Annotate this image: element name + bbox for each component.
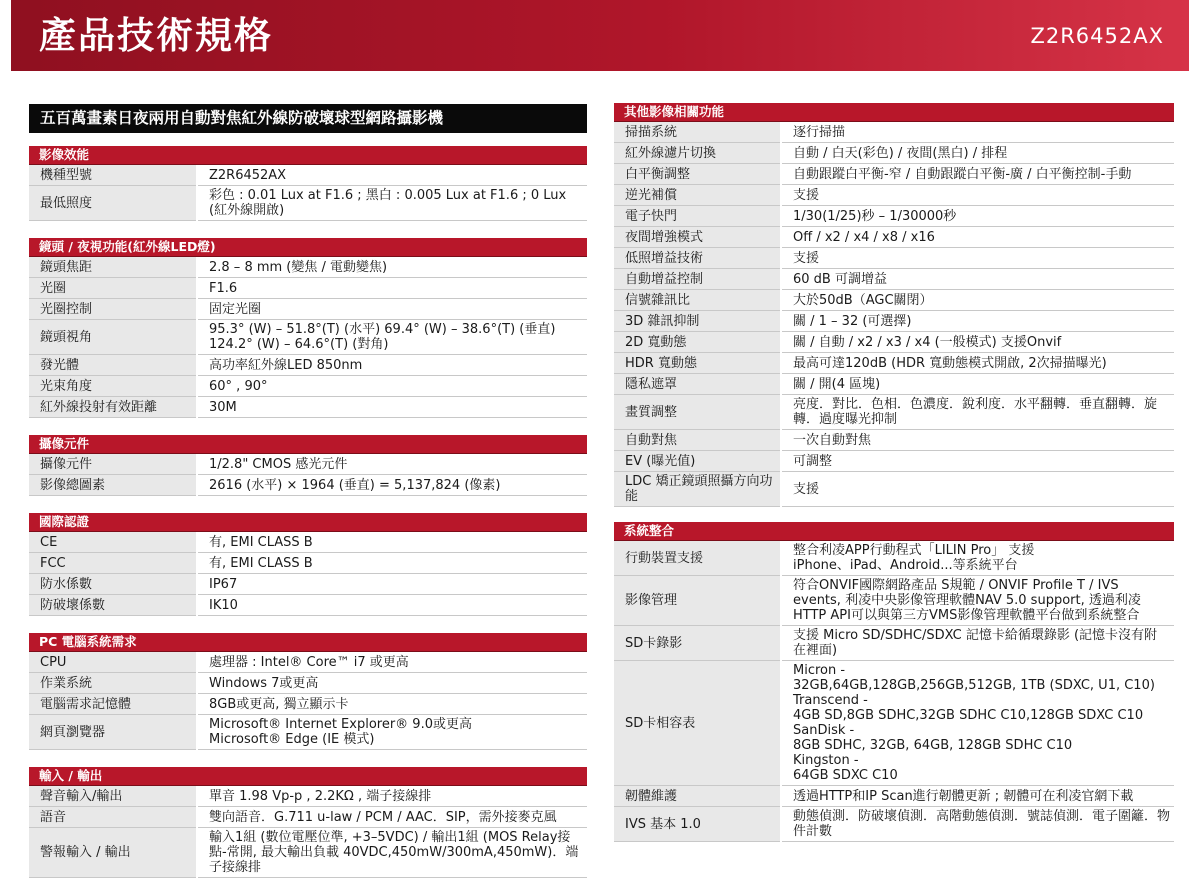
spec-table [29, 257, 587, 418]
spec-label: 隱私遮罩 [614, 374, 781, 395]
spec-value: 彩色 : 0.01 Lux at F1.6 ; 黑白 : 0.005 Lux at F1.6 ; 0 Lux (紅外線開啟) [197, 186, 587, 221]
spec-label: 紅外線投射有效距離 [29, 397, 197, 418]
spec-label: 防破壞係數 [29, 595, 197, 616]
product-name: 五百萬畫素日夜兩用自動對焦紅外線防破壞球型網路攝影機 [29, 104, 587, 133]
spec-label: 防水係數 [29, 574, 197, 595]
spec-value: 單音 1.98 Vp-p , 2.2KΩ , 端子接線排 [197, 786, 587, 807]
section-header: 系統整合 [614, 522, 1174, 541]
spec-section [29, 238, 587, 418]
spec-value: 60° , 90° [197, 376, 587, 397]
spec-value: 2616 (水平) × 1964 (垂直) = 5,137,824 (像素) [197, 475, 587, 496]
spec-value: 可調整 [781, 451, 1174, 472]
spec-value: 整合利凌APP行動程式「LILIN Pro」 支援 iPhone、iPad、Android...等系統平台 [781, 541, 1174, 576]
spec-value: F1.6 [197, 278, 587, 299]
spec-row [29, 595, 587, 616]
spec-label: 韌體維護 [614, 786, 781, 807]
spec-label: CPU [29, 652, 197, 673]
spec-row [614, 269, 1174, 290]
spec-row [29, 320, 587, 355]
spec-label: SD卡相容表 [614, 661, 781, 786]
spec-label: 網頁瀏覽器 [29, 715, 197, 750]
spec-value: Z2R6452AX [197, 165, 587, 186]
spec-row [29, 355, 587, 376]
section-header: 國際認證 [29, 513, 587, 532]
spec-row [29, 652, 587, 673]
spec-section [29, 146, 587, 221]
spec-row [614, 451, 1174, 472]
spec-row [614, 374, 1174, 395]
spec-value: 1/30(1/25)秒 – 1/30000秒 [781, 206, 1174, 227]
spec-row [614, 227, 1174, 248]
spec-value: 最高可達120dB (HDR 寬動態模式開啟, 2次掃描曝光) [781, 353, 1174, 374]
spec-row [614, 332, 1174, 353]
spec-label: 畫質調整 [614, 395, 781, 430]
spec-table [29, 652, 587, 750]
spec-value: 自動跟蹤白平衡-窄 / 自動跟蹤白平衡-廣 / 白平衡控制-手動 [781, 164, 1174, 185]
spec-value: 60 dB 可調增益 [781, 269, 1174, 290]
spec-value: 一次自動對焦 [781, 430, 1174, 451]
spec-value: 8GB或更高, 獨立顯示卡 [197, 694, 587, 715]
spec-row [29, 694, 587, 715]
spec-section [29, 767, 587, 878]
spec-row [614, 311, 1174, 332]
spec-value: 透過HTTP和IP Scan進行韌體更新 ; 韌體可在利凌官網下載 [781, 786, 1174, 807]
spec-label: 逆光補償 [614, 185, 781, 206]
spec-value: 輸入1組 (數位電壓位準, +3–5VDC) / 輸出1組 (MOS Relay接點-常開, 最大輸出負載 40VDC,450mW/300mA,450mW)．端子接線排 [197, 828, 587, 878]
spec-value: 高功率紅外線LED 850nm [197, 355, 587, 376]
spec-label: HDR 寬動態 [614, 353, 781, 374]
spec-value: Off / x2 / x4 / x8 / x16 [781, 227, 1174, 248]
section-header: 輸入 / 輸出 [29, 767, 587, 786]
spec-row [614, 472, 1174, 507]
spec-table [29, 454, 587, 496]
spec-row [614, 395, 1174, 430]
spec-label: 信號雜訊比 [614, 290, 781, 311]
spec-label: 自動增益控制 [614, 269, 781, 290]
spec-label: 影像總圖素 [29, 475, 197, 496]
spec-label: SD卡錄影 [614, 626, 781, 661]
spec-label: 作業系統 [29, 673, 197, 694]
spec-row [614, 786, 1174, 807]
spec-row [29, 397, 587, 418]
spec-value: IP67 [197, 574, 587, 595]
spec-value: IK10 [197, 595, 587, 616]
spec-table [614, 122, 1174, 507]
spec-row [614, 164, 1174, 185]
spec-section [614, 103, 1174, 507]
spec-label: 電腦需求記憶體 [29, 694, 197, 715]
spec-table [29, 786, 587, 878]
spec-row [29, 828, 587, 878]
spec-label: 光圈控制 [29, 299, 197, 320]
spec-label: 電子快門 [614, 206, 781, 227]
spec-row [614, 353, 1174, 374]
spec-section [29, 435, 587, 496]
spec-label: EV (曝光值) [614, 451, 781, 472]
spec-value: 動態偵測．防破壞偵測．高階動態偵測．號誌偵測．電子圍籬．物件計數 [781, 807, 1174, 842]
spec-label: 最低照度 [29, 186, 197, 221]
spec-label: IVS 基本 1.0 [614, 807, 781, 842]
spec-row [614, 290, 1174, 311]
spec-row [29, 715, 587, 750]
spec-value: 自動 / 白天(彩色) / 夜間(黑白) / 排程 [781, 143, 1174, 164]
spec-value: 逐行掃描 [781, 122, 1174, 143]
spec-label: 光束角度 [29, 376, 197, 397]
spec-section [29, 513, 587, 616]
section-header: 鏡頭 / 夜視功能(紅外線LED燈) [29, 238, 587, 257]
section-header: 攝像元件 [29, 435, 587, 454]
spec-value: Microsoft® Internet Explorer® 9.0或更高 Microsoft® Edge (IE 模式) [197, 715, 587, 750]
spec-value: Micron - 32GB,64GB,128GB,256GB,512GB, 1TB (SDXC, U1, C10) Transcend - 4GB SD,8GB SDHC,32GB SDHC C10,128GB SDXC C10 SanDisk - 8GB SDHC, 32GB, 64GB, 128GB SDHC C10 Kingston - 64GB SDXC C10 [781, 661, 1174, 786]
spec-label: 2D 寬動態 [614, 332, 781, 353]
spec-label: 發光體 [29, 355, 197, 376]
spec-value: 支援 Micro SD/SDHC/SDXC 記憶卡給循環錄影 (記憶卡沒有附在裡面) [781, 626, 1174, 661]
spec-value: 關 / 開(4 區塊) [781, 374, 1174, 395]
right-spec-column [614, 103, 1174, 859]
spec-label: 光圈 [29, 278, 197, 299]
spec-row [614, 430, 1174, 451]
spec-label: 語音 [29, 807, 197, 828]
spec-value: 有, EMI CLASS B [197, 553, 587, 574]
spec-value: 2.8 – 8 mm (變焦 / 電動變焦) [197, 257, 587, 278]
section-header: PC 電腦系統需求 [29, 633, 587, 652]
spec-label: 掃描系統 [614, 122, 781, 143]
spec-label: 攝像元件 [29, 454, 197, 475]
spec-row [614, 807, 1174, 842]
spec-row [614, 541, 1174, 576]
spec-row [29, 553, 587, 574]
spec-row [29, 299, 587, 320]
spec-value: 支援 [781, 185, 1174, 206]
spec-table [29, 165, 587, 221]
spec-value: 關 / 自動 / x2 / x3 / x4 (一般模式) 支援Onvif [781, 332, 1174, 353]
spec-value: 1/2.8" CMOS 感光元件 [197, 454, 587, 475]
spec-label: 3D 雜訊抑制 [614, 311, 781, 332]
spec-row [29, 475, 587, 496]
page-header [11, 0, 1189, 71]
spec-row [29, 786, 587, 807]
spec-row [29, 532, 587, 553]
spec-row [614, 185, 1174, 206]
spec-row [29, 165, 587, 186]
spec-row [29, 454, 587, 475]
spec-row [29, 257, 587, 278]
spec-label: 機種型號 [29, 165, 197, 186]
spec-label: LDC 矯正鏡頭照攝方向功能 [614, 472, 781, 507]
spec-label: 低照增益技術 [614, 248, 781, 269]
spec-row [29, 376, 587, 397]
spec-value: 關 / 1 – 32 (可選擇) [781, 311, 1174, 332]
spec-label: 白平衡調整 [614, 164, 781, 185]
spec-label: 夜間增強模式 [614, 227, 781, 248]
spec-value: 固定光圈 [197, 299, 587, 320]
spec-row [614, 143, 1174, 164]
spec-value: 支援 [781, 248, 1174, 269]
spec-row [614, 248, 1174, 269]
spec-label: 鏡頭焦距 [29, 257, 197, 278]
spec-value: 有, EMI CLASS B [197, 532, 587, 553]
spec-value: 亮度．對比．色相．色濃度．銳利度．水平翻轉．垂直翻轉．旋轉．過度曝光抑制 [781, 395, 1174, 430]
section-header: 其他影像相關功能 [614, 103, 1174, 122]
spec-row [29, 278, 587, 299]
spec-row [614, 661, 1174, 786]
spec-section [29, 633, 587, 750]
spec-row [29, 807, 587, 828]
spec-value: 支援 [781, 472, 1174, 507]
spec-row [614, 122, 1174, 143]
spec-value: 30M [197, 397, 587, 418]
spec-label: 行動裝置支援 [614, 541, 781, 576]
spec-value: 符合ONVIF國際網路產品 S規範 / ONVIF Profile T / IVS events, 利凌中央影像管理軟體NAV 5.0 support, 透過利凌HTTP API可以與第三方VMS影像管理軟體平台做到系統整合 [781, 576, 1174, 626]
spec-value: Windows 7或更高 [197, 673, 587, 694]
spec-label: 聲音輸入/輸出 [29, 786, 197, 807]
spec-row [614, 626, 1174, 661]
spec-table [29, 532, 587, 616]
spec-value: 95.3° (W) – 51.8°(T) (水平) 69.4° (W) – 38.6°(T) (垂直) 124.2° (W) – 64.6°(T) (對角) [197, 320, 587, 355]
spec-label: FCC [29, 553, 197, 574]
spec-label: 警報輸入 / 輸出 [29, 828, 197, 878]
spec-label: 自動對焦 [614, 430, 781, 451]
spec-value: 大於50dB（AGC關閉） [781, 290, 1174, 311]
left-spec-column [29, 146, 587, 895]
spec-label: 紅外線濾片切換 [614, 143, 781, 164]
spec-row [29, 574, 587, 595]
spec-value: 雙向語音．G.711 u-law / PCM / AAC．SIP，需外接麥克風 [197, 807, 587, 828]
section-header: 影像效能 [29, 146, 587, 165]
page-title: 產品技術規格 [39, 14, 273, 57]
spec-row [29, 186, 587, 221]
spec-row [614, 206, 1174, 227]
spec-label: 鏡頭視角 [29, 320, 197, 355]
spec-row [614, 576, 1174, 626]
spec-value: 處理器 : Intel® Core™ i7 或更高 [197, 652, 587, 673]
spec-label: 影像管理 [614, 576, 781, 626]
spec-table [614, 541, 1174, 842]
spec-row [29, 673, 587, 694]
model-number: Z2R6452AX [1030, 24, 1164, 48]
spec-label: CE [29, 532, 197, 553]
spec-section [614, 522, 1174, 842]
